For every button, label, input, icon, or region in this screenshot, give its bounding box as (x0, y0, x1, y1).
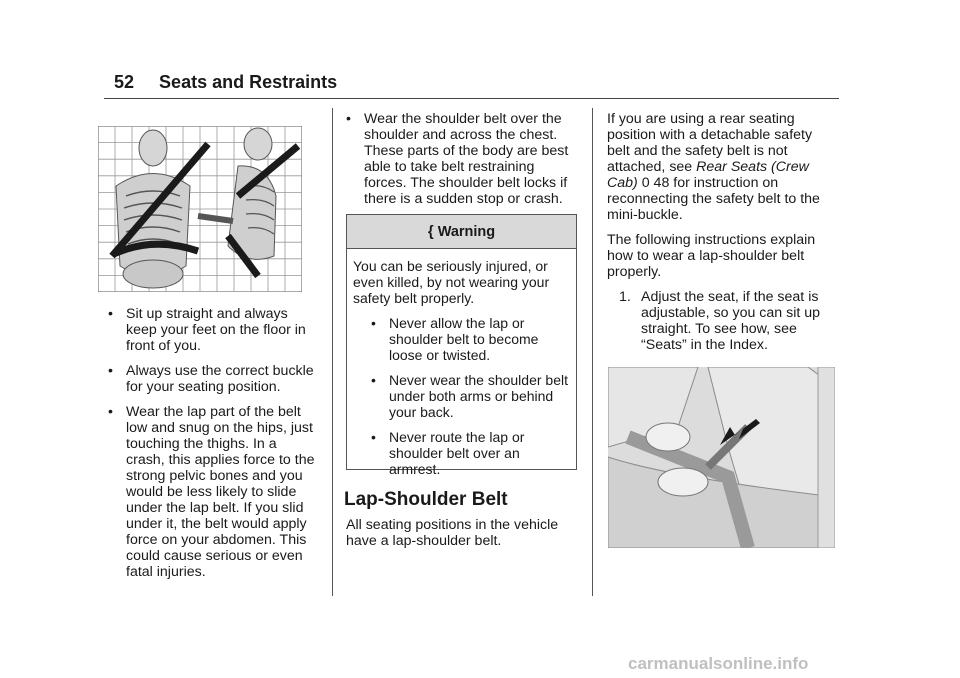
section-title: Lap-Shoulder Belt (344, 489, 508, 510)
warning-header (347, 215, 576, 249)
bullet-glyph: • (371, 372, 376, 388)
warning-box (346, 214, 577, 477)
belt-adjustment-illustration (608, 367, 835, 548)
warning-item: Never wear the shoulder belt under both arms or behind your back. (389, 372, 568, 420)
bullet-glyph: • (371, 429, 376, 445)
paragraph-text: for instruction on reconnecting the safety belt to the mini-buckle. (607, 175, 820, 223)
column-divider-right (592, 108, 593, 596)
list-item (108, 306, 318, 354)
list-item (346, 111, 578, 207)
bullet-text: Wear the shoulder belt over the shoulder and across the chest. These parts of the body are best able to take belt restraining forces. The shoulder belt locks if there is a sudden stop or crash. (364, 111, 569, 207)
header-rule (104, 98, 839, 99)
posture-illustration (98, 126, 302, 292)
paragraph: The following instructions explain how to wear a lap-shoulder belt properly. (607, 232, 816, 280)
left-column (108, 306, 318, 589)
section-body: All seating positions in the vehicle have a lap-shoulder belt. (346, 517, 559, 549)
bullet-glyph: • (108, 306, 113, 322)
bullet-text: Always use the correct buckle for your seating position. (126, 363, 314, 395)
list-item (353, 315, 570, 363)
bullet-glyph: • (371, 315, 376, 331)
column-divider-left (332, 108, 333, 596)
bullet-glyph: • (346, 111, 351, 127)
warning-intro: You can be seriously injured, or even killed, by not wearing your safety belt properly. (353, 258, 550, 306)
step-number: 1. (619, 289, 631, 305)
warning-item: Never allow the lap or shoulder belt to become loose or twisted. (389, 315, 539, 363)
bullet-text: Wear the lap part of the belt low and snug on the hips, just touching the thighs. In a crash, this applies force to the strong pelvic bones and you would be less likely to slide under the lap belt. If you slid under it, the belt would apply force on your abdomen. This could cause serious or even fatal injuries. (126, 404, 315, 580)
middle-column-top (346, 111, 578, 216)
warning-icon: { (427, 223, 434, 240)
page-header (114, 72, 337, 93)
warning-item: Never route the lap or shoulder belt over an armrest. (389, 429, 525, 477)
paragraph (607, 111, 829, 223)
step-text: Adjust the seat, if the seat is adjustable, so you can sit up straight. To see how, see “Seats” in the Index. (641, 289, 821, 353)
list-item (353, 372, 570, 420)
watermark: carmanualsonline.info (628, 654, 809, 673)
bullet-glyph: • (108, 404, 113, 420)
warning-title: Warning (437, 223, 496, 240)
list-item (108, 404, 318, 580)
list-item (353, 429, 570, 477)
page-reference: 0 48 (641, 175, 670, 191)
bullet-text: Sit up straight and always keep your feet on the floor in front of you. (126, 306, 306, 354)
section-heading: Seats and Restraints (159, 72, 338, 92)
right-column (607, 111, 829, 353)
numbered-step (607, 289, 829, 353)
warning-body (347, 249, 576, 477)
paragraph-text: If you are using a rear seating position with a detachable safety belt and the safety belt is not attached, see (607, 111, 813, 175)
page-number: 52 (114, 72, 135, 92)
bullet-glyph: • (108, 363, 113, 379)
list-item (108, 363, 318, 395)
cross-reference-link[interactable]: Rear Seats (Crew Cab) (607, 159, 809, 191)
